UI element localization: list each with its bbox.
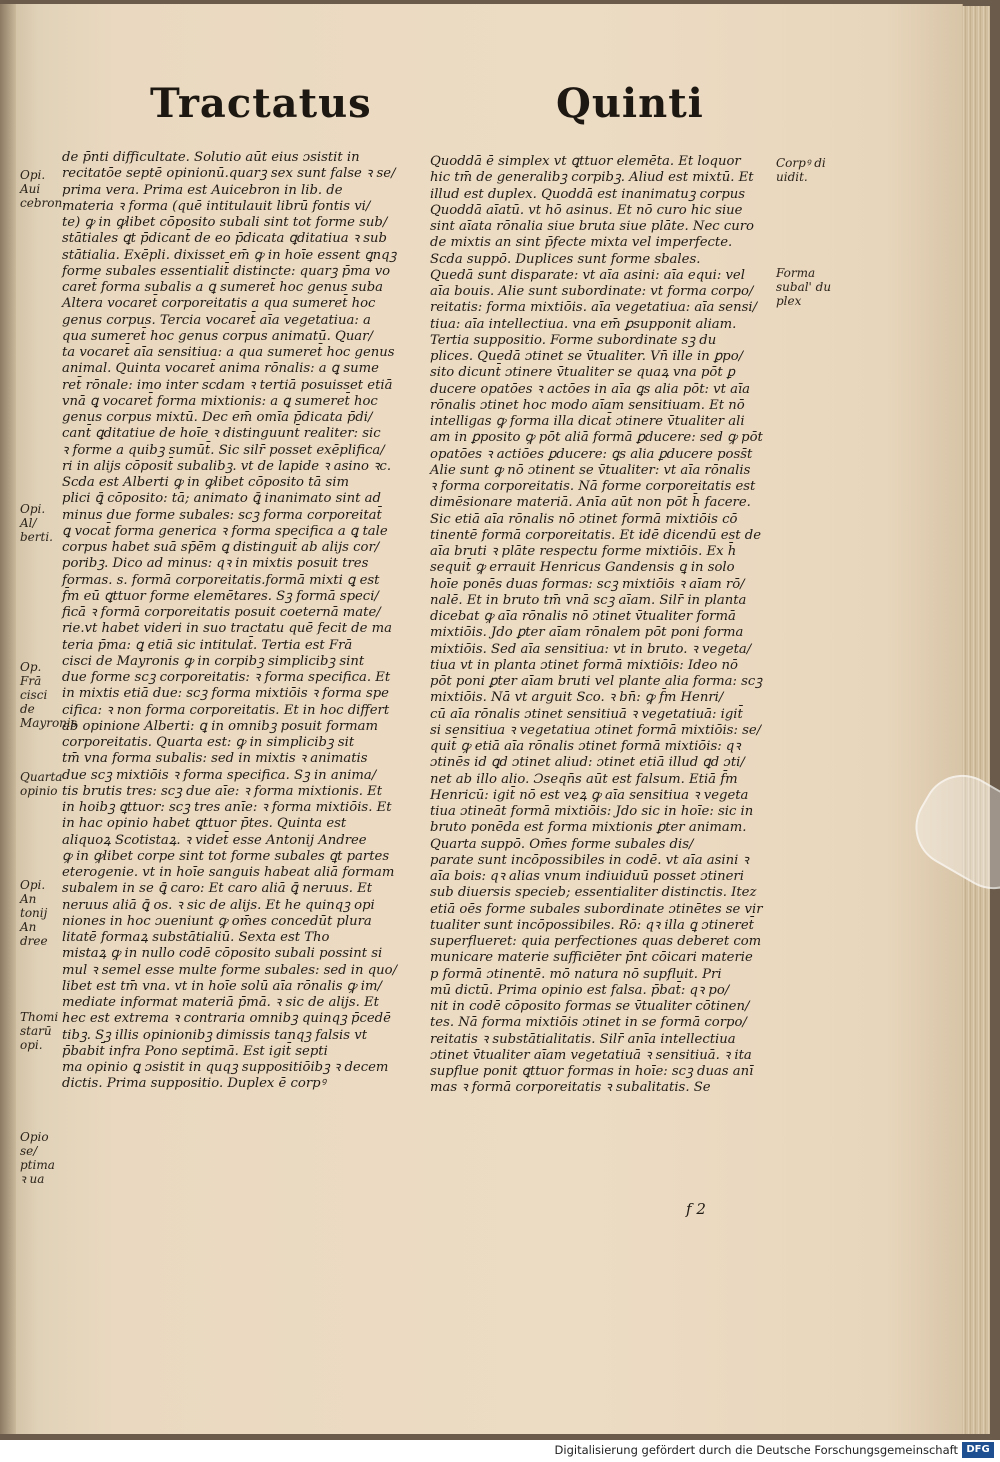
text-line: dictis. Prima suppositio. Duplex ē corpꝰ (62, 1076, 326, 1092)
text-line: teria p̄ma: ꝗ etiā sic intitulat̄. Tertia est Frā (62, 637, 353, 653)
text-line: corporeitatis. Quarta est: ꝙ in simplicibꝫ sit (62, 735, 355, 750)
text-line: Tertia suppositio. Forme subordinate sꝫ du (430, 332, 717, 348)
text-line: sint aīata rōnalia siue bruta siue plāte. Nec curo (430, 219, 754, 234)
text-line: nit in codē cōposito formas se v̄tualiter cōtinen/ (430, 999, 750, 1014)
text-line: Altera vocaret̄ corporeitatis a qua sumeret̄ hoc (62, 296, 376, 312)
text-line: Sic etiā aīa rōnalis nō ɔtinet formā mixtiōis cō (430, 511, 738, 527)
text-line: tinentē formā corporeitatis. Et idē dicendū est de (430, 527, 762, 543)
text-line: mistaꝝ ꝙ in nullo codē cōposito subali possint si (62, 946, 383, 962)
text-line: p formā ɔtinentē. mō natura nō supfluit. Pri (430, 966, 722, 982)
text-line: hoīe ponēs duas formas: scꝫ mixtiōis ꝛ aīam rō/ (430, 576, 745, 592)
text-line: animal. Quinta vocaret̄ anima rōnalis: a ꝗ sume (62, 361, 379, 377)
left-text-column (62, 150, 402, 1093)
text-line: illud est duplex. Quoddā est inanimatuꝫ corpus (430, 186, 746, 202)
text-line: ɔtinēs id ꝗd ɔtinet aliud: ɔtinet etiā illud ꝗd ɔti/ (430, 755, 745, 771)
text-line: tiua: aīa intellectiua. vna em̄ ꝑsupponit aliam. (430, 316, 737, 332)
text-line: mū dictū. Prima opinio est falsa. p̄bat̄: qꝛ po/ (430, 982, 730, 998)
text-line: hec est extrema ꝛ contraria omnibꝫ quinqꝫ p̄cedē (62, 1011, 391, 1027)
text-line: ꝛ forma corporeitatis. Nā forme corporeitatis est (430, 479, 756, 494)
text-line: rōnalis ɔtinet hoc modo aīam sensitiuam. Et nō (430, 397, 745, 413)
text-line: niones in hoc ɔueniunt ꝙ om̄es concedūt plura (62, 913, 372, 929)
text-line: de mixtis an sint p̄fecte mixta vel imperfecte. (430, 235, 733, 251)
text-line: eterogenie. vt in hoīe sanguis habeat aliā formam (62, 865, 395, 880)
text-line: tis brutis tres: scꝫ due aīe: ꝛ forma mixtionis. Et (62, 783, 383, 799)
text-line: ri in alijs cōposit̄ subalibꝫ. vt de lapide ꝛ asino ꝛc. (62, 458, 392, 474)
text-line: materia ꝛ forma (quē intitulauit librū fontis vi/ (62, 198, 371, 214)
text-line: subalem in se ꝗ̄ caro: Et caro aliā ꝗ̄ neruus. Et (62, 881, 373, 897)
text-line: in hoibꝫ ꝗttuor: scꝫ tres anīe: ꝛ forma mixtiōis. Et (62, 800, 392, 815)
text-line: plici ꝗ̄ cōposito: tā; animato ꝗ̄ inanimato sint ad (62, 491, 381, 507)
text-line: Quoddā ē simplex vt ꝗttuor elemēta. Et loquor (430, 154, 741, 169)
right-text-column (430, 154, 768, 1097)
text-line: ab opinione Alberti: ꝗ in omnibꝫ posuit formam (62, 718, 379, 734)
text-line: reitatis ꝛ substātialitatis. Silr̄ anīa intellectiua (430, 1031, 736, 1047)
text-line: mas ꝛ formā corporeitatis ꝛ subalitatis. Se (430, 1080, 711, 1096)
margin-note: Opio se/ ptima ꝛ ua (20, 1130, 55, 1186)
text-line: sequit̄ ꝙ errauit Henricus Gandensis ꝗ in solo (430, 560, 735, 576)
text-line: prima vera. Prima est Auicebron in lib. de (62, 182, 343, 198)
margin-note: Corpꝰ di uidit. (776, 156, 826, 184)
dfg-logo: DFG (962, 1442, 994, 1458)
text-line: cifica: ꝛ non forma corporeitatis. Et in hoc differt (62, 702, 390, 718)
text-line: Scda suppō. Duplices sunt forme sbales. (430, 251, 701, 267)
text-line: municare materie sufficiēter p̄nt cōicari materie (430, 950, 753, 966)
text-line: ꝛ forme a quibꝫ sumūt̄. Sic silr̄ posset exēplifica/ (62, 442, 385, 458)
text-line: si sensitiua ꝛ vegetatiua ɔtinet formā mixtiōis: se/ (430, 722, 762, 738)
text-line: forme subales essentialit̄ distincte: quarꝫ p̄ma vo (62, 263, 391, 279)
text-line: Henricū: igit̄ nō est veꝝ ꝙ aīa sensitiua ꝛ vegeta (430, 787, 749, 803)
running-head-right: Quinti (556, 80, 704, 127)
text-line: Quoddā aīatū. vt hō asinus. Et nō curo hic siue (430, 202, 743, 218)
text-line: cisci de Mayronis ꝙ in corpibꝫ simplicibꝫ sint (62, 653, 365, 669)
text-line: in mixtis etiā due: scꝫ forma mixtiōis ꝛ forma spe (62, 686, 389, 702)
margin-note: Op. Frā cisci de Mayronis (20, 660, 77, 730)
signature-mark: f 2 (686, 1200, 706, 1218)
text-line: superflueret: quia perfectiones quas deberet com (430, 934, 762, 949)
text-line: etiā oēs forme subales subordinate ɔtinētes se vir (430, 901, 763, 917)
text-line: cant̄ ꝗditatiue de hoīe ꝛ distinguunt̄ realiter: sic (62, 426, 381, 442)
text-line: plices. Quedā ɔtinet se v̄tualiter. Vn̄ ille in ꝑpo/ (430, 349, 744, 364)
text-line: dimēsionare materiā. Anīa aūt non pōt h̄ facere. (430, 495, 751, 511)
text-line: Alie sunt ꝙ nō ɔtinent se v̄tualiter: vt aīa rōnalis (430, 462, 751, 478)
text-line: de p̄nti difficultate. Solutio aūt eius ɔsistit in (62, 150, 360, 165)
text-line: opatōes ꝛ actiōes ꝑducere: ꝗs alia ꝑducere poss̄t (430, 446, 753, 462)
margin-note: Quarta opinio (20, 770, 63, 798)
text-line: vnā ꝗ vocaret̄ forma mixtionis: a ꝗ sumeret̄ hoc (62, 393, 378, 409)
text-line: cū aīa rōnalis ɔtinet sensitiuā ꝛ vegetatiuā: igit̄ (430, 706, 743, 722)
text-line: qua sumeret̄ hoc genus corpus animatū. Quar/ (62, 328, 373, 344)
text-line: pōt poni ꝑter aīam bruti vel plante alia forma: scꝫ (430, 674, 763, 689)
page-gutter (0, 4, 16, 1434)
text-line: ma opinio ꝗ ɔsistit in quqꝫ suppositiōibꝫ ꝛ decem (62, 1060, 389, 1075)
text-line: libet est tm̄ vna. vt in hoīe solū aīa rōnalis ꝙ im/ (62, 978, 382, 994)
text-line: quit̄ ꝙ etiā aīa rōnalis ɔtinet formā mixtiōis: qꝛ (430, 739, 741, 754)
text-line: caret̄ forma subalis a ꝗ sumeret̄ hoc genus suba (62, 280, 384, 295)
footer-bar (0, 1440, 1000, 1462)
text-line: stātialia. Exēpli. dixisset em̄ ꝙ in hoīe essent ꝗnqꝫ (62, 247, 397, 263)
text-line: supflue ponit ꝗttuor formas in hoīe: scꝫ duas anī (430, 1064, 754, 1079)
text-line: Scda est Alberti ꝙ in ꝙlibet cōposito tā sim (62, 475, 350, 490)
text-line: dicebat ꝙ aīa rōnalis nō ɔtinet v̄tualiter formā (430, 609, 736, 624)
text-line: am in ꝑposito ꝙ pōt aliā formā ꝑducere: sed ꝙ pōt (430, 430, 763, 446)
text-line: aliquoꝝ Scotistaꝝ. ꝛ videt̄ esse Antonij Andree (62, 832, 367, 848)
text-line: tiua ɔtineāt formā mixtiōis: Jdo sic in hoīe: sic in (430, 804, 754, 819)
text-line: tiua vt in planta ɔtinet formā mixtiōis: Ideo nō (430, 657, 738, 673)
text-line: Quedā sunt disparate: vt aīa asini: aīa equi: vel (430, 267, 745, 283)
text-line: reitatis: forma mixtiōis. aīa vegetatiua: aīa sensi/ (430, 300, 758, 316)
text-line: ficā ꝛ formā corporeitatis posuit coeternā mate/ (62, 605, 381, 620)
margin-note: Opi. Aui cebron. (20, 168, 67, 210)
text-line: bruto ponēda est forma mixtionis ꝑter animam. (430, 820, 747, 836)
text-line: tualiter sunt incōpossibiles. Rō: qꝛ illa ꝗ ɔtineret̄ (430, 917, 754, 933)
text-line: ta vocaret̄ aīa sensitiua: a qua sumeret̄ hoc genus (62, 345, 395, 360)
text-line: hic tm̄ de generalibꝫ corpibꝫ. Aliud est mixtū. Et (430, 170, 754, 186)
text-line: aīa bois: qꝛ alias vnum indiuiduū posset ɔtineri (430, 869, 744, 884)
text-line: mul ꝛ semel esse multe forme subales: sed in quo/ (62, 962, 398, 978)
text-line: genus corpus mixtū. Dec em̄ omīa p̄dicata p̄di/ (62, 410, 373, 425)
text-line: corpus habet suā sp̄ēm ꝗ distinguit̄ ab alijs cor/ (62, 540, 380, 555)
text-line: ducere opatōes ꝛ actōes in aīa ꝗs alia pōt: vt aīa (430, 381, 751, 397)
margin-note: Forma subal' du plex (776, 266, 832, 308)
text-line: mediate informat materiā p̄mā. ꝛ sic de alijs. Et (62, 995, 379, 1010)
text-line: mixtiōis. Jdo ꝑter aīam rōnalem pōt poni forma (430, 625, 744, 641)
text-line: rie.vt habet videri in suo tractatu quē fecit de ma (62, 621, 392, 637)
text-line: aīa bouis. Alie sunt subordinate: vt forma corpo/ (430, 284, 754, 299)
text-line: net ab illo alio. Ɔseqn̄s aūt est falsum. Etiā f̄m (430, 771, 738, 787)
text-line: formas. s. formā corporeitatis.formā mixti ꝗ est (62, 572, 380, 588)
text-line: parate sunt incōpossibiles in codē. vt aīa asini ꝛ (430, 852, 749, 868)
text-line: ꝗ vocat̄ forma generica ꝛ forma specifica a ꝗ tale (62, 523, 388, 539)
text-line: genus corpus. Tercia vocaret̄ aīa vegetatiua: a (62, 312, 371, 328)
text-line: due scꝫ mixtiōis ꝛ forma specifica. Sꝫ in anima/ (62, 767, 377, 783)
text-line: nalē. Et in bruto tm̄ vnā scꝫ aīam. Silr̄ in planta (430, 592, 747, 608)
text-line: ɔtinet v̄tualiter aīam vegetatiuā ꝛ sensitiuā. ꝛ ita (430, 1047, 752, 1063)
text-line: f̄m eū ꝗttuor forme elemētares. Sꝫ formā speci/ (62, 588, 379, 604)
text-line: stātiales ꝗt p̄dicant̄ de eo p̄dicata ꝗditatiua ꝛ sub (62, 231, 387, 247)
text-line: in hac opinio habet ꝗttuor p̄tes. Quinta est (62, 816, 347, 832)
running-head-left: Tractatus (150, 80, 372, 127)
text-line: sub diuersis specieb; essentialiter distinctis. Itez (430, 885, 757, 901)
text-line: recitatōe septē opinionū.quarꝫ sex sunt false ꝛ se/ (62, 166, 396, 182)
text-line: poribꝫ. Dico ad minus: qꝛ in mixtis posuit tres (62, 556, 369, 572)
text-line: p̄babit̄ infra Pono septimā. Est igit̄ septi (62, 1043, 328, 1059)
text-line: due forme scꝫ corporeitatis: ꝛ forma specifica. Et (62, 670, 391, 685)
text-line: ret̄ rōnale: imo inter scdam ꝛ tertiā posuisset etiā (62, 377, 393, 393)
text-line: tibꝫ. Sꝫ illis opinionibꝫ dimissis tanqꝫ falsis vt (62, 1027, 367, 1043)
text-line: ꝙ in ꝙlibet corpe sint tot forme subales ꝗt partes (62, 848, 390, 864)
text-line: mixtiōis. Nā vt arguit Sco. ꝛ bn̄: ꝙ f̄m Henri/ (430, 690, 724, 706)
margin-note: Opi. An tonij An dree (20, 878, 48, 948)
text-line: te) ꝙ in ꝙlibet cōposito subali sint tot forme sub/ (62, 215, 388, 230)
text-line: tm̄ vna forma subalis: sed in mixtis ꝛ animatis (62, 751, 368, 767)
text-line: intelligas ꝙ forma illa dicat̄ ɔtinere v̄tualiter ali (430, 414, 745, 429)
text-line: aīa bruti ꝛ plāte respectu forme mixtiōis. Ex h̄ (430, 544, 737, 559)
margin-note: Opi. Al/ berti. (20, 502, 53, 544)
text-line: neruus aliā ꝗ̄ os. ꝛ sic de alijs. Et he quinqꝫ opi (62, 897, 375, 913)
text-line: litatē formaꝝ substātialiū. Sexta est Tho (62, 930, 330, 945)
page-edge-stack (962, 6, 990, 1434)
text-line: tes. Nā forma mixtiōis ɔtinet in se formā corpo/ (430, 1015, 747, 1031)
text-line: mixtiōis. Sed aīa sensitiua: vt in bruto. ꝛ vegeta/ (430, 641, 752, 657)
text-line: minus due forme subales: scꝫ forma corporeitat̄ (62, 507, 382, 523)
funding-credit: Digitalisierung gefördert durch die Deutsche Forschungsgemeinschaft (554, 1443, 958, 1457)
margin-note: Thomi starū opi. (20, 1010, 59, 1052)
text-line: Quarta suppō. Om̄es forme subales dis/ (430, 836, 694, 852)
text-line: sito dicunt̄ ɔtinere v̄tualiter se quaꝝ vna pōt ꝑ (430, 365, 735, 381)
